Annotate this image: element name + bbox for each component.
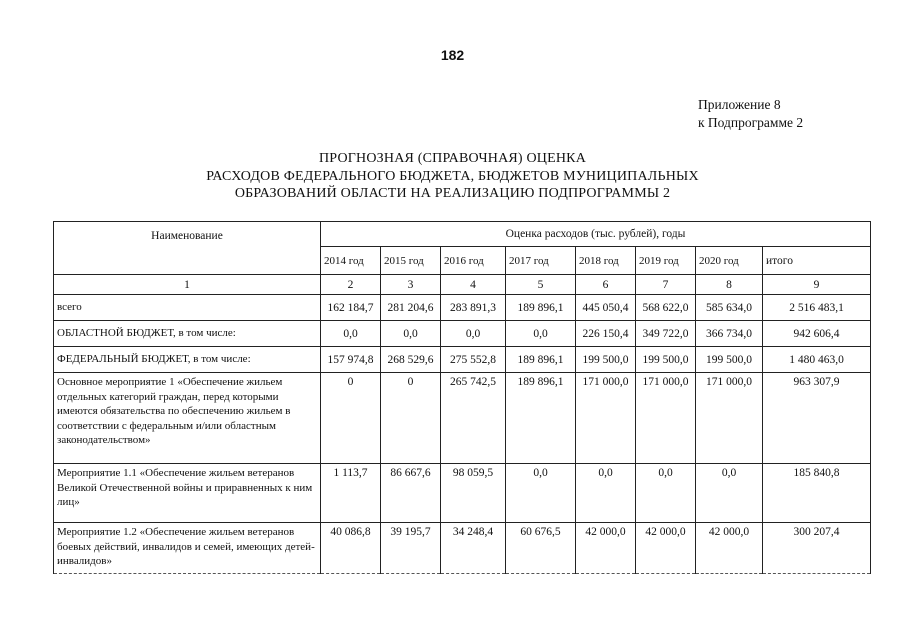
title-line-1: ПРОГНОЗНАЯ (СПРАВОЧНАЯ) ОЦЕНКА <box>318 151 587 166</box>
table-cell: 0,0 <box>636 464 696 523</box>
document-title <box>120 150 785 203</box>
table-cell: 34 248,4 <box>441 523 506 574</box>
header-year: 2015 год <box>381 247 441 275</box>
column-number: 6 <box>576 275 636 295</box>
table-cell: 189 896,1 <box>506 373 576 464</box>
table-row <box>54 523 871 574</box>
table-cell: 189 896,1 <box>506 295 576 321</box>
table-cell: 0,0 <box>696 464 763 523</box>
title-line-3: ОБРАЗОВАНИЙ ОБЛАСТИ НА РЕАЛИЗАЦИЮ ПОДПРОГРАММЫ 2 <box>234 186 671 201</box>
table-cell: 0,0 <box>441 321 506 347</box>
appendix-line-1: Приложение 8 <box>698 97 781 112</box>
table-cell: 568 622,0 <box>636 295 696 321</box>
table-cell: 42 000,0 <box>576 523 636 574</box>
header-year: 2016 год <box>441 247 506 275</box>
column-number: 5 <box>506 275 576 295</box>
table-cell: 162 184,7 <box>321 295 381 321</box>
table-cell: 0,0 <box>381 321 441 347</box>
row-name: всего <box>54 295 321 321</box>
header-year: 2019 год <box>636 247 696 275</box>
table-cell: 86 667,6 <box>381 464 441 523</box>
table-cell: 0 <box>381 373 441 464</box>
table-cell: 0 <box>321 373 381 464</box>
table-cell: 0,0 <box>576 464 636 523</box>
table-cell: 445 050,4 <box>576 295 636 321</box>
table-cell: 171 000,0 <box>636 373 696 464</box>
table-cell: 300 207,4 <box>763 523 871 574</box>
table-cell: 98 059,5 <box>441 464 506 523</box>
header-year: 2018 год <box>576 247 636 275</box>
table-cell: 199 500,0 <box>696 347 763 373</box>
appendix-line-2: к Подпрограмме 2 <box>698 115 804 130</box>
header-year: 2020 год <box>696 247 763 275</box>
column-number: 4 <box>441 275 506 295</box>
table-cell: 585 634,0 <box>696 295 763 321</box>
table-cell: 185 840,8 <box>763 464 871 523</box>
page-number: 182 <box>440 47 465 63</box>
table-cell: 942 606,4 <box>763 321 871 347</box>
table-cell: 189 896,1 <box>506 347 576 373</box>
table-cell: 366 734,0 <box>696 321 763 347</box>
row-name: ОБЛАСТНОЙ БЮДЖЕТ, в том числе: <box>54 321 321 347</box>
header-name: Наименование <box>54 222 321 275</box>
row-name: Мероприятие 1.2 «Обеспечение жильем ветеранов боевых действий, инвалидов и семей, имеющих детей-инвалидов» <box>54 523 321 574</box>
table-cell: 39 195,7 <box>381 523 441 574</box>
table-cell: 283 891,3 <box>441 295 506 321</box>
table-cell: 268 529,6 <box>381 347 441 373</box>
table-cell: 42 000,0 <box>696 523 763 574</box>
header-expense-estimate: Оценка расходов (тыс. рублей), годы <box>321 222 871 247</box>
table-cell: 42 000,0 <box>636 523 696 574</box>
header-year: 2014 год <box>321 247 381 275</box>
table-cell: 2 516 483,1 <box>763 295 871 321</box>
table-cell: 265 742,5 <box>441 373 506 464</box>
table-cell: 0,0 <box>506 464 576 523</box>
table-cell: 40 086,8 <box>321 523 381 574</box>
column-number: 1 <box>54 275 321 295</box>
table-cell: 349 722,0 <box>636 321 696 347</box>
header-year: 2017 год <box>506 247 576 275</box>
table-cell: 0,0 <box>506 321 576 347</box>
table-cell: 171 000,0 <box>576 373 636 464</box>
table-cell: 157 974,8 <box>321 347 381 373</box>
table-row <box>54 347 871 373</box>
appendix-reference <box>698 96 878 132</box>
table-cell: 0,0 <box>321 321 381 347</box>
table-cell: 1 113,7 <box>321 464 381 523</box>
column-number: 8 <box>696 275 763 295</box>
table-row <box>54 464 871 523</box>
table-cell: 1 480 463,0 <box>763 347 871 373</box>
table-cell: 199 500,0 <box>576 347 636 373</box>
column-number: 9 <box>763 275 871 295</box>
table-row <box>54 373 871 464</box>
column-number: 3 <box>381 275 441 295</box>
header-total: итого <box>763 247 871 275</box>
column-number: 7 <box>636 275 696 295</box>
table-cell: 199 500,0 <box>636 347 696 373</box>
table-row <box>54 295 871 321</box>
title-line-2: РАСХОДОВ ФЕДЕРАЛЬНОГО БЮДЖЕТА, БЮДЖЕТОВ МУНИЦИПАЛЬНЫХ <box>206 168 699 184</box>
row-name: ФЕДЕРАЛЬНЫЙ БЮДЖЕТ, в том числе: <box>54 347 321 373</box>
row-name: Мероприятие 1.1 «Обеспечение жильем ветеранов Великой Отечественной войны и приравненных к ним лиц» <box>54 464 321 523</box>
table-cell: 171 000,0 <box>696 373 763 464</box>
table-cell: 226 150,4 <box>576 321 636 347</box>
row-name: Основное мероприятие 1 «Обеспечение жильем отдельных категорий граждан, перед которыми имеются обязательства по обеспечению жильем в соответствии с федеральным и/или областным законодательством» <box>54 373 321 464</box>
table-row <box>54 321 871 347</box>
expenditure-table <box>53 221 871 574</box>
table-cell: 60 676,5 <box>506 523 576 574</box>
table-cell: 963 307,9 <box>763 373 871 464</box>
column-number: 2 <box>321 275 381 295</box>
table-cell: 281 204,6 <box>381 295 441 321</box>
table-cell: 275 552,8 <box>441 347 506 373</box>
